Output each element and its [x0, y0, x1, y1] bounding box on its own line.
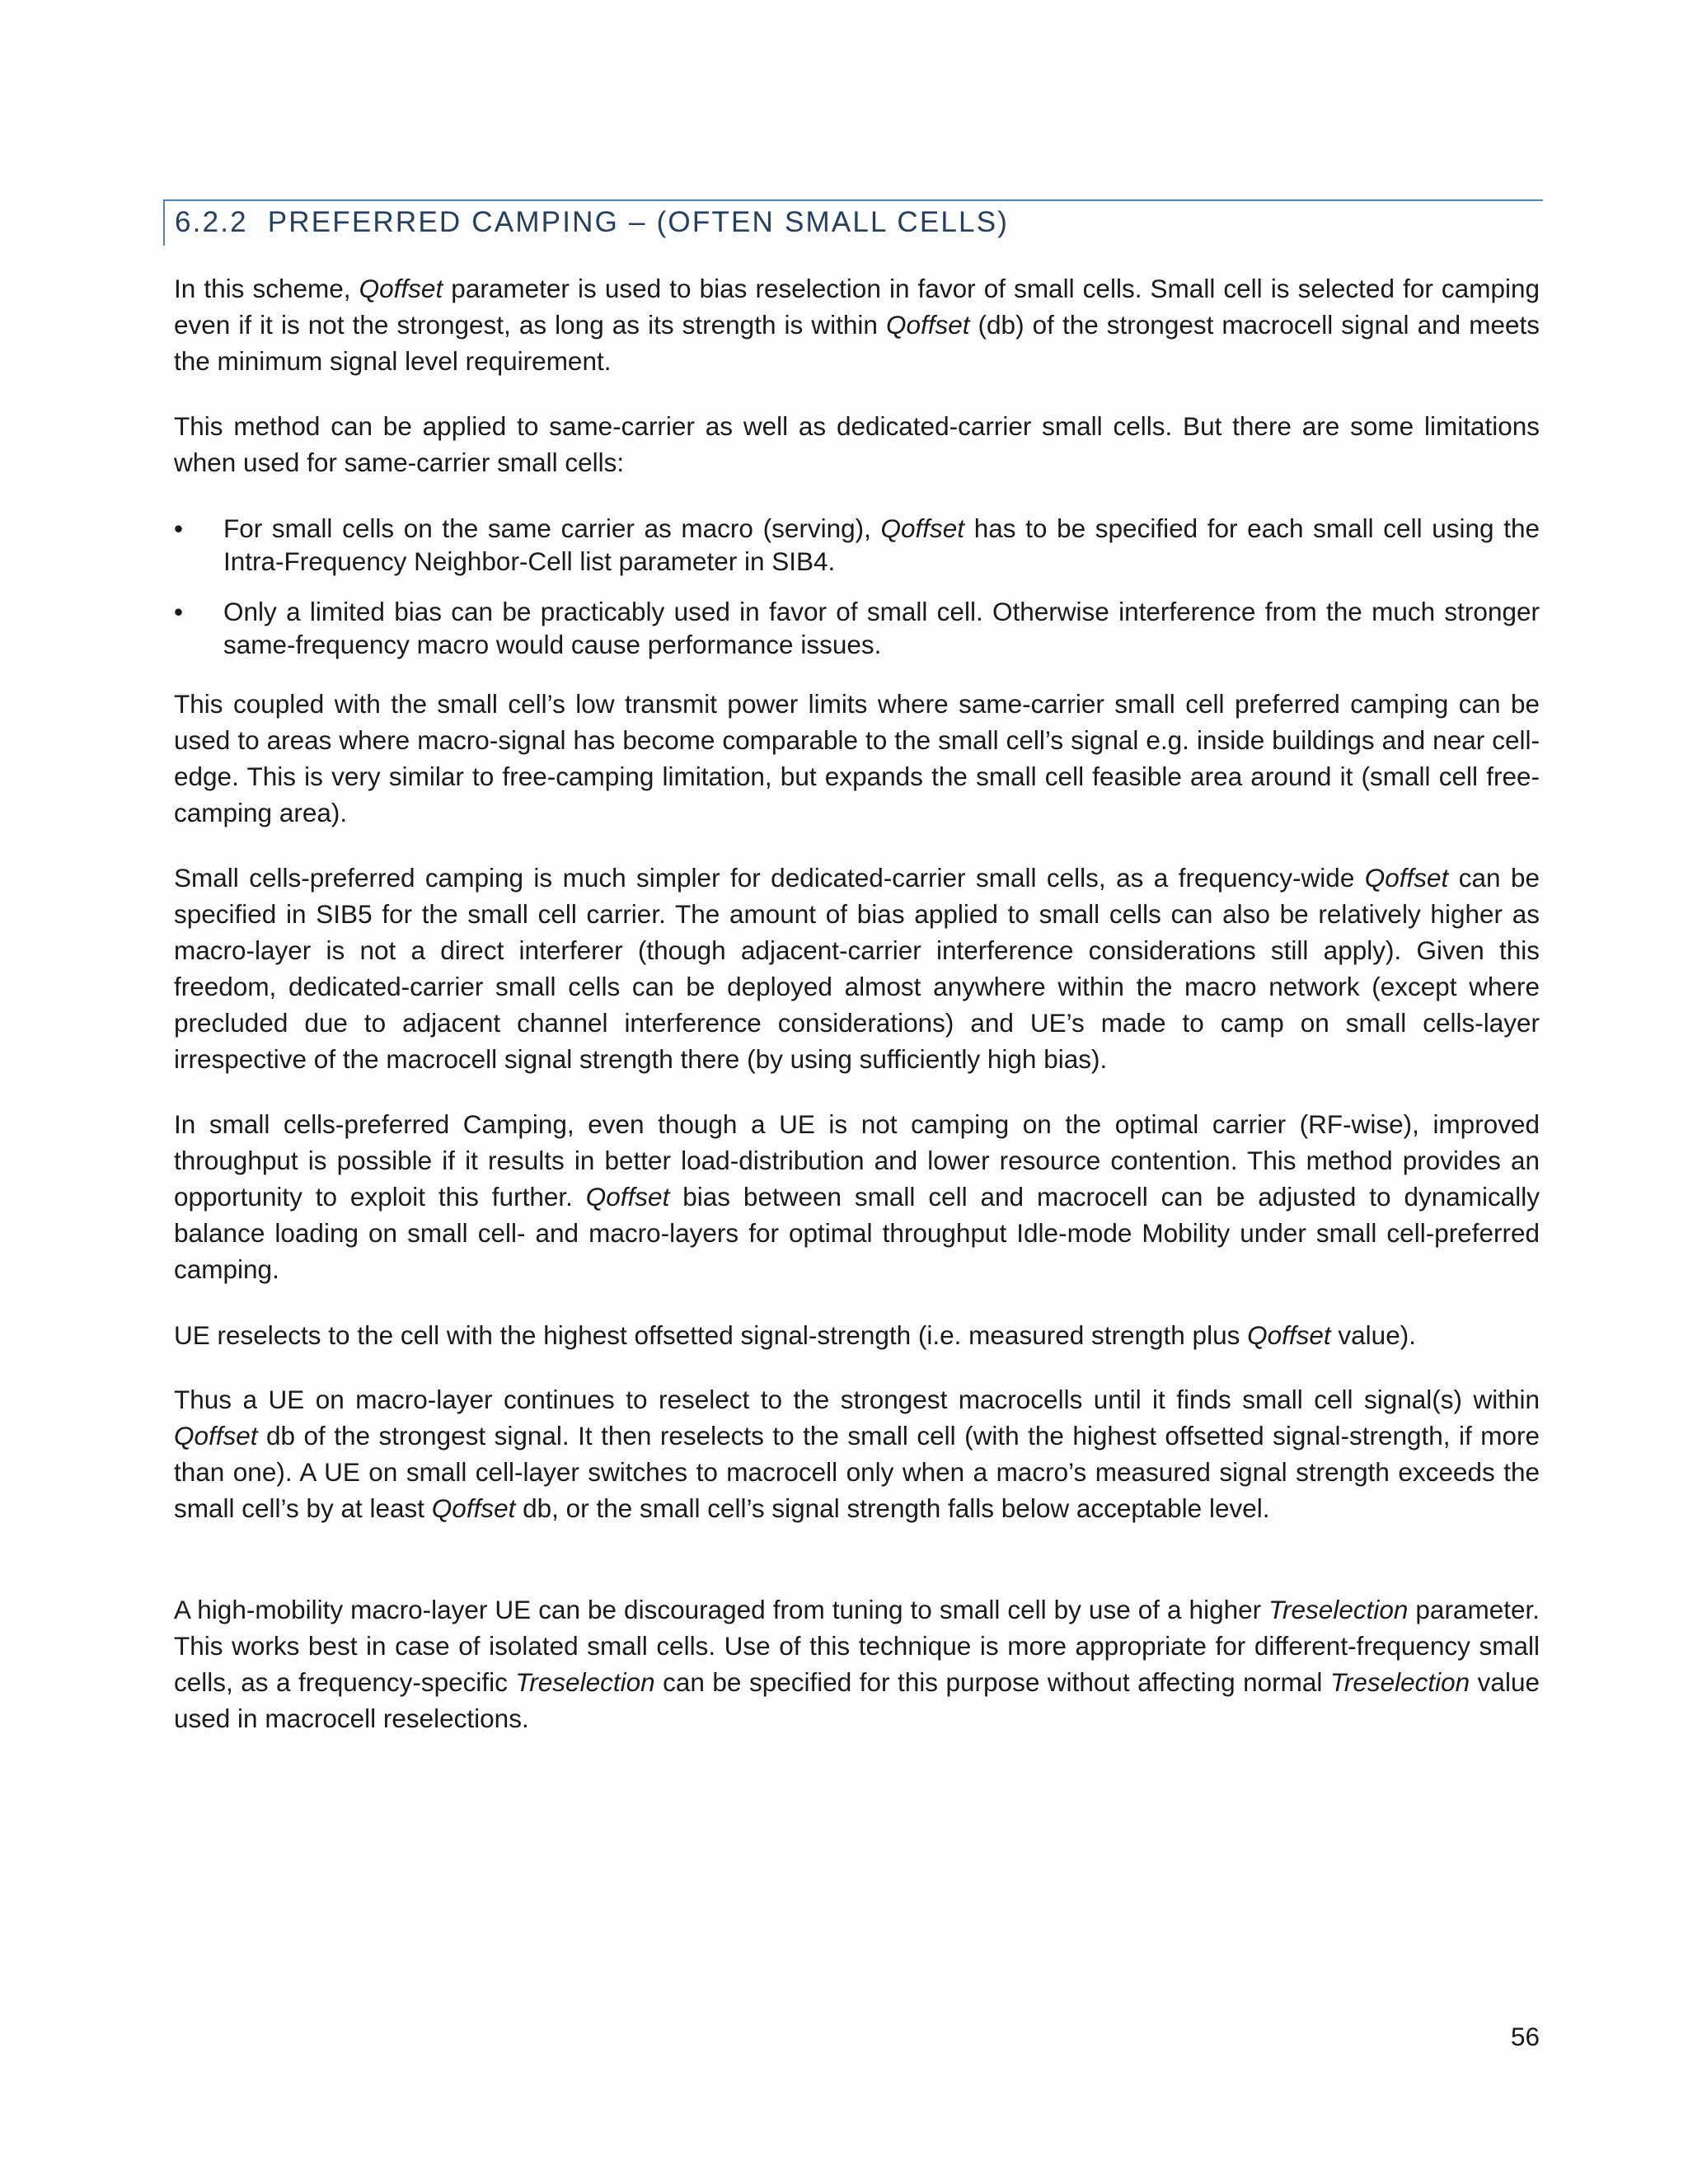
paragraph-2: This method can be applied to same-carrier as well as dedicated-carrier small cells. But there are some limitations when used for same-carrier small cells: — [174, 411, 1540, 477]
page-number: 56 — [1510, 2022, 1540, 2051]
paragraph-6: UE reselects to the cell with the highest offsetted signal-strength (i.e. measured strength plus Qoffset value). — [174, 1320, 1416, 1350]
list-item: • For small cells on the same carrier as macro (serving), Qoffset has to be specified for each small cell using the Intra-Frequency Neighbor-Cell list parameter in SIB4. — [174, 513, 1540, 576]
bullet-icon: • — [174, 597, 184, 626]
paragraph-5: In small cells-preferred Camping, even though a UE is not camping on the optimal carrier (RF-wise), improved throughput is possible if it results in better load-distribution and lower resource contention. This method provides an opportunity to exploit this further. Qoffset bias between small cell and macrocell can be adjusted to dynamically balance loading on small cell- and macro-layers for optimal throughput Idle-mode Mobility under small cell-preferred camping. — [174, 1109, 1540, 1284]
paragraph-3: This coupled with the small cell’s low transmit power limits where same-carrier small cell preferred camping can be used to areas where macro-signal has become comparable to the small cell’s signal e.g. inside buildings and near cell-edge. This is very similar to free-camping limitation, but expands the small cell feasible area around it (small cell free-camping area). — [174, 689, 1540, 827]
section-number: 6.2.2 — [175, 206, 248, 238]
section-title: PREFERRED CAMPING – (OFTEN SMALL CELLS) — [267, 206, 1010, 238]
section-heading-text — [175, 206, 1009, 239]
paragraph-8: A high-mobility macro-layer UE can be discouraged from tuning to small cell by use of a higher Treselection parameter. This works best in case of isolated small cells. Use of this technique is more appropriate for different-frequency small cells, as a frequency-specific Treselection can be specified for this purpose without affecting normal Treselection value used in macrocell reselections. — [174, 1595, 1540, 1733]
bullet-list — [174, 512, 1540, 661]
list-item: • Only a limited bias can be practicably used in favor of small cell. Otherwise interference from the much stronger same-frequency macro would cause performance issues. — [174, 597, 1540, 659]
bullet-icon: • — [174, 513, 184, 543]
paragraph-1: In this scheme, Qoffset parameter is used to bias reselection in favor of small cells. Small cell is selected for camping even if it is not the strongest, as long as its strength is within Qoffset (db) of the strongest macrocell signal and meets the minimum signal level requirement. — [174, 274, 1540, 376]
paragraph-7: Thus a UE on macro-layer continues to reselect to the strongest macrocells until it finds small cell signal(s) within Qoffset db of the strongest signal. It then reselects to the small cell (with the highest offsetted signal-strength, if more than one). A UE on small cell-layer switches to macrocell only when a macro’s measured signal strength exceeds the small cell’s by at least Qoffset db, or the small cell’s signal strength falls below acceptable level. — [174, 1385, 1540, 1523]
section-heading — [163, 199, 1543, 246]
paragraph-4: Small cells-preferred camping is much simpler for dedicated-carrier small cells, as a frequency-wide Qoffset can be specified in SIB5 for the small cell carrier. The amount of bias applied to small cells can also be relatively higher as macro-layer is not a direct interferer (though adjacent-carrier interference considerations still apply). Given this freedom, dedicated-carrier small cells can be deployed almost anywhere within the macro network (except where precluded due to adjacent channel interference considerations) and UE’s made to camp on small cells-layer irrespective of the macrocell signal strength there (by using sufficiently high bias). — [174, 863, 1540, 1074]
